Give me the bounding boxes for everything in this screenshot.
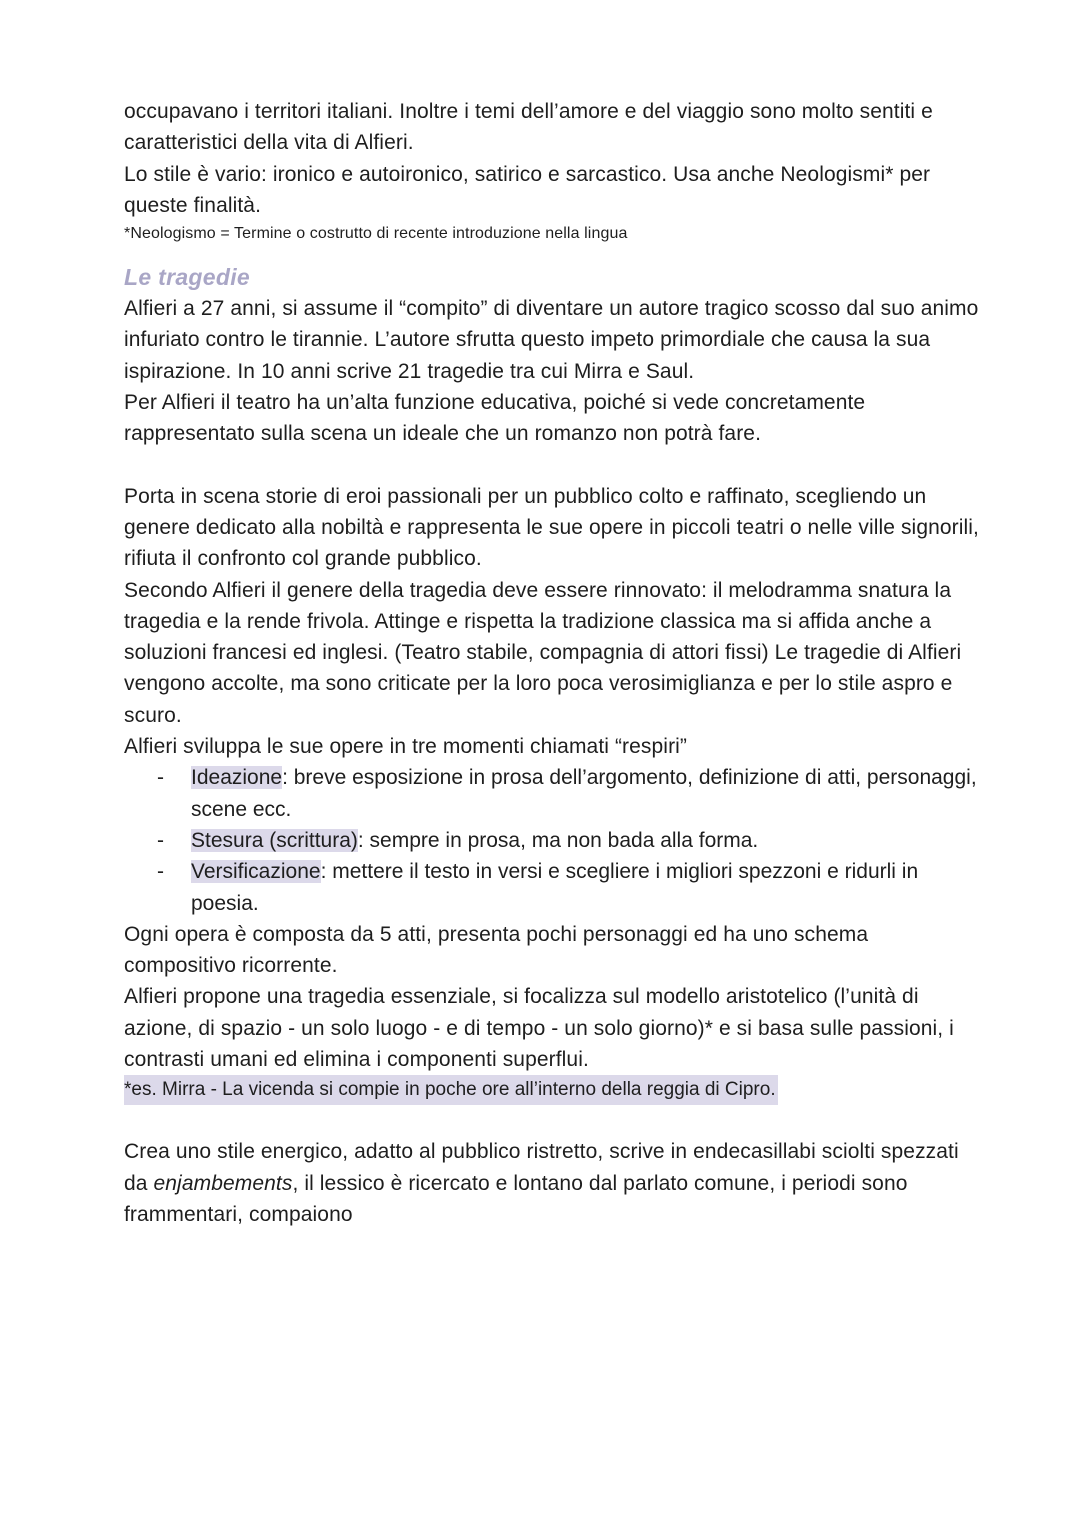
paragraph-spacer [124, 1105, 984, 1136]
body-paragraph: Ogni opera è composta da 5 atti, presenta pochi personaggi ed ha uno schema compositivo ricorrente. [124, 922, 869, 978]
final-paragraph [124, 1136, 984, 1230]
highlighted-term: Stesura (scrittura) [191, 828, 358, 852]
list-item-text: : breve esposizione in prosa dell’argomento, definizione di atti, personaggi, scene ecc. [191, 766, 977, 821]
intro-paragraph: occupavano i territori italiani. Inoltre i temi dell’amore e del viaggio sono molto sentiti e caratteristici della vita di Alfieri. [124, 100, 933, 155]
respiri-list [124, 762, 984, 918]
list-item [124, 762, 984, 825]
document-page [124, 96, 984, 1230]
intro-paragraph: Lo stile è vario: ironico e autoironico, satirico e sarcastico. Usa anche Neologismi* per queste finalità. [124, 162, 931, 217]
highlighted-term: Ideazione [191, 766, 283, 790]
section-heading: Le tragedie [124, 264, 251, 291]
list-item-text: : sempre in prosa, ma non bada alla forma. [357, 828, 759, 852]
body-paragraph: Alfieri a 27 anni, si assume il “compito” di diventare un autore tragico scosso dal suo animo infuriato contro le tirannie. L’autore sfrutta questo impeto primordiale che causa la sua ispirazione. In 10 anni scrive 21 tragedie tra cui Mirra e Saul. [124, 297, 979, 383]
body-paragraph: Porta in scena storie di eroi passionali per un pubblico colto e raffinato, scegliendo un genere dedicato alla nobiltà e rappresenta le sue opere in piccoli teatri o nelle ville signorili, rifiuta il confronto col grande pubblico. [124, 484, 979, 571]
final-text-after: , il lessico è ricercato e lontano dal parlato comune, i periodi sono frammentari, compaiono [124, 1171, 908, 1226]
intro-footnote: *Neologismo = Termine o costrutto di recente introduzione nella lingua [124, 225, 628, 243]
highlighted-footnote: *es. Mirra - La vicenda si compie in poche ore all’interno della reggia di Cipro. [124, 1075, 778, 1105]
italic-term: enjambements [153, 1171, 293, 1195]
list-item [124, 856, 984, 919]
final-text-before: Crea uno stile energico, adatto al pubblico ristretto, scrive in endecasillabi sciolti spezzati da [124, 1140, 959, 1195]
body-paragraph: Secondo Alfieri il genere della tragedia deve essere rinnovato: il melodramma snatura la tragedia e la rende frivola. Attinge e rispetta la tradizione classica ma si affida anche a soluzioni francesi ed inglesi. (Teatro stabile, compagnia di attori fissi) Le tragedie di Alfieri vengono accolte, ma sono criticate per la loro poca verosimiglianza e per lo stile aspro e scuro. [124, 578, 962, 727]
list-item-text: : mettere il testo in versi e scegliere i migliori spezzoni e ridurli in poesia. [191, 860, 919, 915]
dash-bullet-icon: - [157, 828, 164, 852]
dash-bullet-icon: - [157, 766, 164, 790]
body-paragraph: Alfieri sviluppa le sue opere in tre momenti chiamati “respiri” [124, 735, 688, 759]
paragraph-spacer [124, 450, 984, 481]
highlighted-term: Versificazione [191, 860, 321, 884]
body-paragraph: Per Alfieri il teatro ha un’alta funzione educativa, poiché si vede concretamente rappresentato sulla scena un ideale che un romanzo non potrà fare. [124, 391, 866, 446]
list-item [124, 825, 984, 856]
body-paragraph: Alfieri propone una tragedia essenziale, si focalizza sul modello aristotelico (l’unità di azione, di spazio - un solo luogo - e di tempo - un solo giorno)* e si basa sulle passioni, i contrasti umani ed elimina i componenti superflui. [124, 985, 954, 1072]
dash-bullet-icon: - [157, 860, 164, 884]
